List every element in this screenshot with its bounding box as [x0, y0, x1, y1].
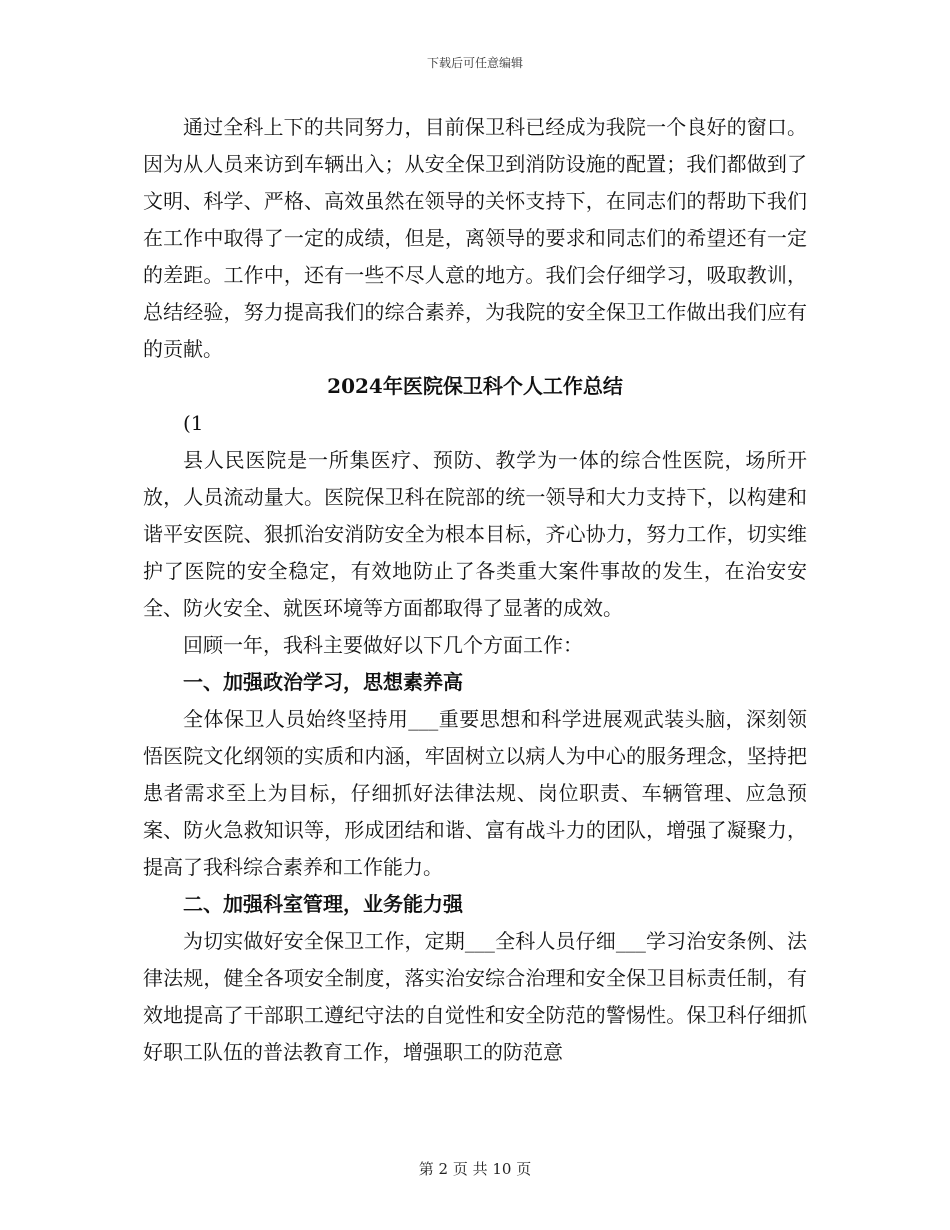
paragraph-hospital-overview: 县人民医院是一所集医疗、预防、教学为一体的综合性医院，场所开放，人员流动量大。医院保卫科在院部的统一领导和大力支持下，以构建和谐平安医院、狠抓治安消防安全为根本目标，齐心协力，努力工作，切实维护了医院的安全稳定，有效地防止了各类重大案件事故的发生，在治安安全、防火安全、就医环境等方面都取得了显著的成效。 [143, 448, 807, 620]
heading-department-management: 二、加强科室管理，业务能力强 [183, 892, 463, 916]
paragraph-department-management: 为切实做好安全保卫工作，定期___全科人员仔细___学习治安条例、法律法规，健全各项安全制度，落实治安综合治理和安全保卫目标责任制，有效地提高了干部职工遵纪守法的自觉性和安全防范的警惕性。保卫科仔细抓好职工队伍的普法教育工作，增强职工的防范意 [143, 929, 807, 1064]
page-footer-number: 第 2 页 共 10 页 [418, 1160, 532, 1178]
section-number: (1 [183, 411, 204, 435]
page-header-note: 下载后可任意编辑 [426, 56, 523, 70]
paragraph-intro: 通过全科上下的共同努力，目前保卫科已经成为我院一个良好的窗口。因为从人员来访到车辆出入；从安全保卫到消防设施的配置；我们都做到了文明、科学、严格、高效虽然在领导的关怀支持下，在同志们的帮助下我们在工作中取得了一定的成绩，但是，离领导的要求和同志们的希望还有一定的差距。工作中，还有一些不尽人意的地方。我们会仔细学习，吸取教训，总结经验，努力提高我们的综合素养，为我院的安全保卫工作做出我们应有的贡献。 [143, 115, 807, 361]
document-title: 2024年医院保卫科个人工作总结 [327, 374, 623, 398]
document-body [143, 109, 807, 1071]
heading-political-study: 一、加强政治学习，思想素养高 [183, 670, 463, 694]
paragraph-political-study: 全体保卫人员始终坚持用___重要思想和科学进展观武装头脑，深刻领悟医院文化纲领的实质和内涵，牢固树立以病人为中心的服务理念，坚持把患者需求至上为目标，仔细抓好法律法规、岗位职责、车辆管理、应急预案、防火急救知识等，形成团结和谐、富有战斗力的团队，增强了凝聚力，提高了我科综合素养和工作能力。 [143, 707, 807, 879]
paragraph-review: 回顾一年，我科主要做好以下几个方面工作： [183, 633, 583, 657]
